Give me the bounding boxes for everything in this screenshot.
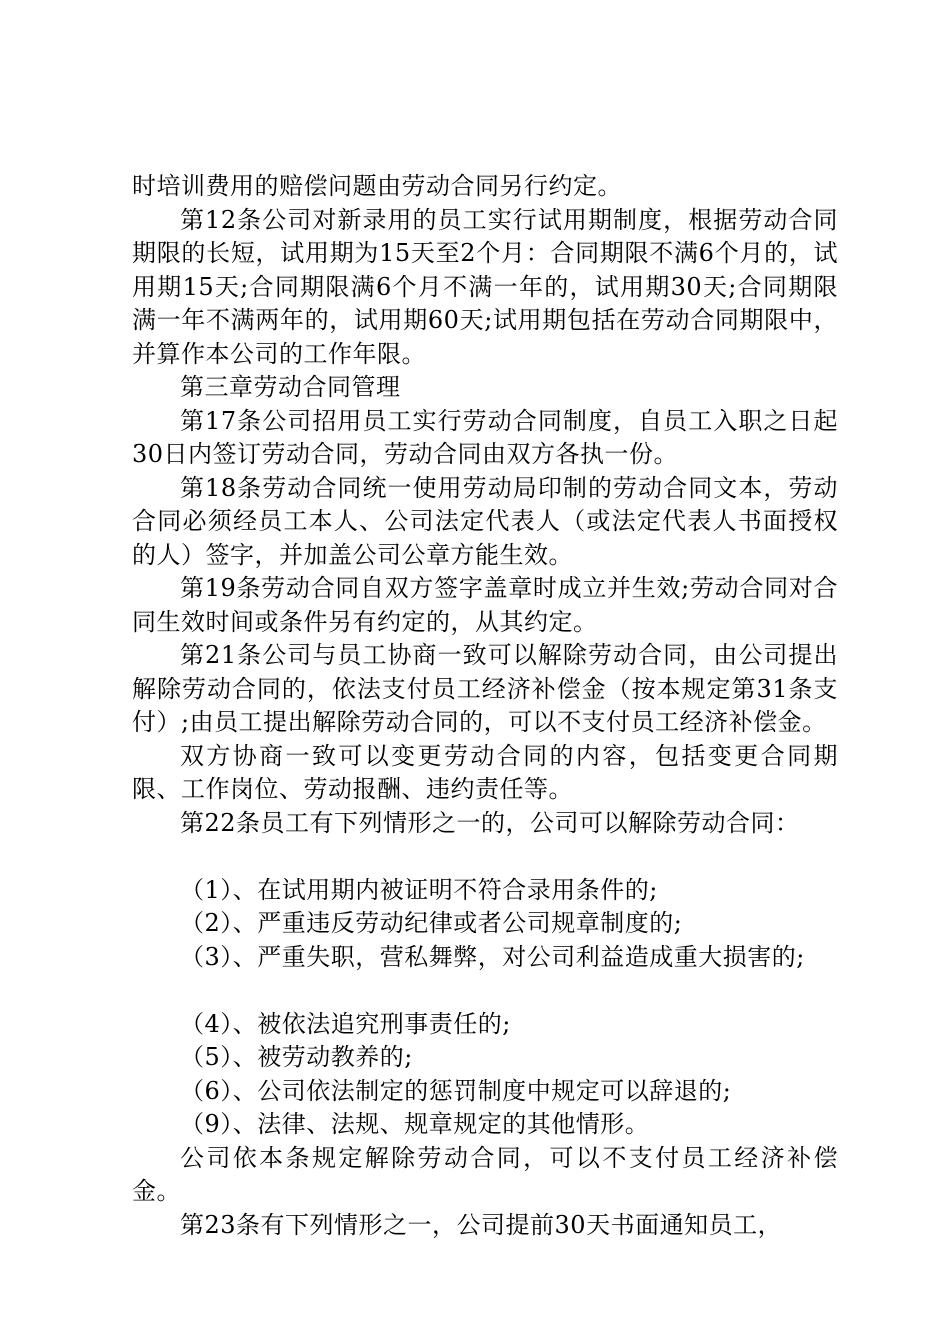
paragraph-article-12: 第12条公司对新录用的员工实行试用期制度，根据劳动合同期限的长短，试用期为15天至2个月：合同期限不满6个月的，试用期15天;合同期限满6个月不满一年的，试用期30天;合同期限满一年不满两年的，试用期60天;试用期包括在劳动合同期限中，并算作本公司的工作年限。 xyxy=(132,205,838,368)
paragraph-contract-change: 双方协商一致可以变更劳动合同的内容，包括变更合同期限、工作岗位、劳动报酬、违约责任等。 xyxy=(132,741,838,803)
blank-line xyxy=(132,974,838,1008)
paragraph-article-23: 第23条有下列情形之一，公司提前30天书面通知员工， xyxy=(180,1210,783,1239)
list-item: （1）、在试用期内被证明不符合录用条件的; xyxy=(180,875,658,904)
list-item: （2）、严重违反劳动纪律或者公司规章制度的; xyxy=(180,909,683,937)
paragraph-article-22: 第22条员工有下列情形之一的，公司可以解除劳动合同： xyxy=(180,808,800,837)
list-item: （5）、被劳动教养的; xyxy=(180,1043,413,1071)
document-body xyxy=(132,170,838,1242)
list-item: （3）、严重失职，营私舞弊，对公司利益造成重大损害的; xyxy=(180,942,805,971)
list-item: （9）、法律、法规、规章规定的其他情形。 xyxy=(180,1110,650,1138)
paragraph-article-17: 第17条公司招用员工实行劳动合同制度，自员工入职之日起30日内签订劳动合同，劳动合同由双方各执一份。 xyxy=(132,406,838,468)
paragraph-article-19: 第19条劳动合同自双方签字盖章时成立并生效;劳动合同对合同生效时间或条件另有约定的，从其约定。 xyxy=(132,574,838,636)
paragraph-article-21: 第21条公司与员工协商一致可以解除劳动合同，由公司提出解除劳动合同的，依法支付员工经济补偿金（按本规定第31条支付）;由员工提出解除劳动合同的，可以不支付员工经济补偿金。 xyxy=(132,641,838,736)
paragraph-continuation: 时培训费用的赔偿问题由劳动合同另行约定。 xyxy=(132,172,622,200)
list-item: （4）、被依法追究刑事责任的; xyxy=(180,1009,511,1038)
list-item: （6）、公司依法制定的惩罚制度中规定可以辞退的; xyxy=(180,1076,732,1105)
paragraph-no-compensation: 公司依本条规定解除劳动合同，可以不支付员工经济补偿金。 xyxy=(132,1143,838,1205)
paragraph-article-18: 第18条劳动合同统一使用劳动局印制的劳动合同文本，劳动合同必须经员工本人、公司法定代表人（或法定代表人书面授权的人）签字，并加盖公司公章方能生效。 xyxy=(132,473,838,569)
chapter-heading: 第三章劳动合同管理 xyxy=(180,373,401,401)
blank-line xyxy=(132,840,838,874)
